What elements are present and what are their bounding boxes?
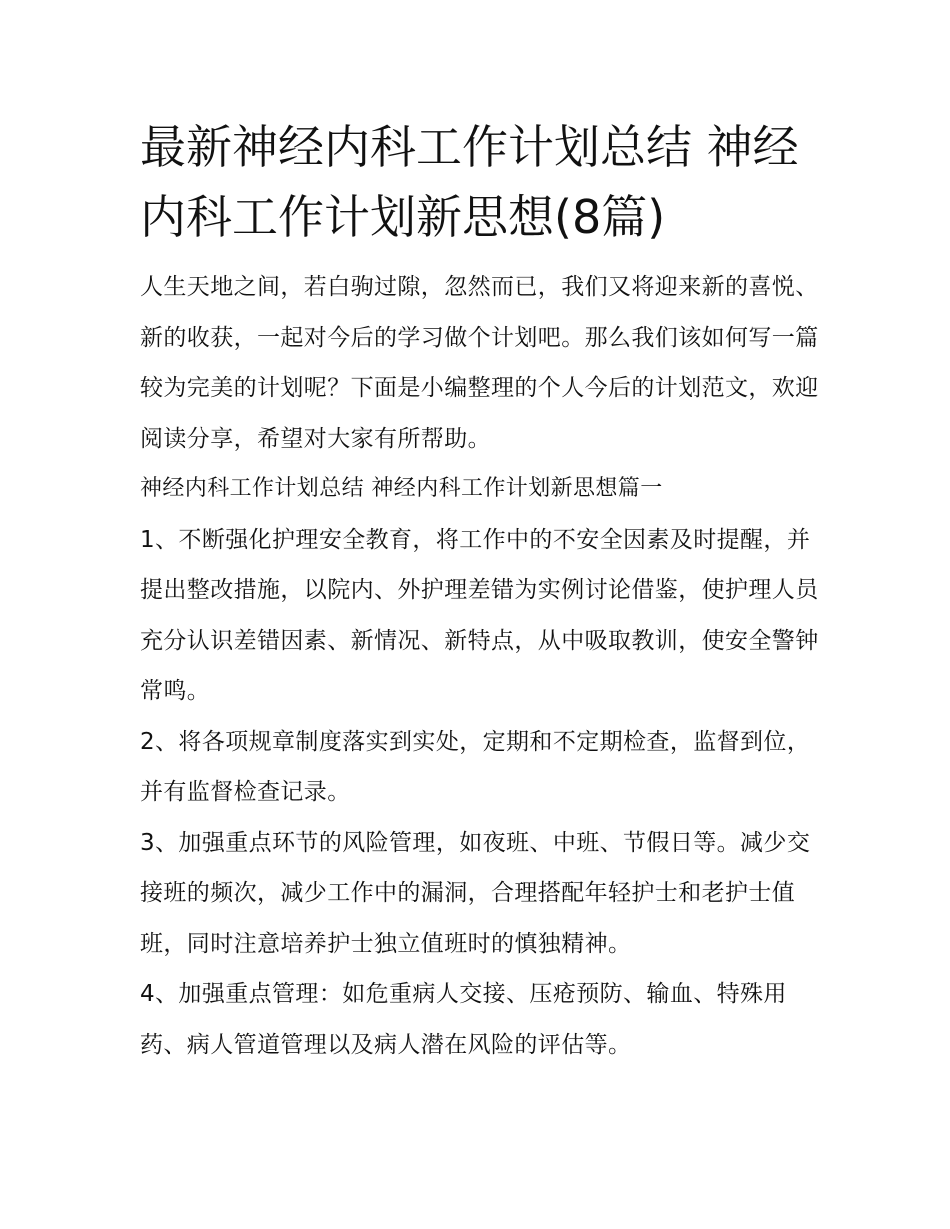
list-item-1: 1、不断强化护理安全教育，将工作中的不安全因素及时提醒，并提出整改措施，以院内、外护理差错为实例讨论借鉴，使护理人员充分认识差错因素、新情况、新特点，从中吸取教训，使安全警钟常鸣。 (140, 526, 819, 704)
document-title: 最新神经内科工作计划总结 神经内科工作计划新思想(8篇) (140, 120, 799, 244)
list-item-4: 4、加强重点管理：如危重病人交接、压疮预防、输血、特殊用药、病人管道管理以及病人潜在风险的评估等。 (140, 981, 787, 1058)
section-heading: 神经内科工作计划总结 神经内科工作计划新思想篇一 (140, 476, 663, 501)
list-item-2: 2、将各项规章制度落实到实处，定期和不定期检查，监督到位，并有监督检查记录。 (140, 728, 811, 805)
intro-paragraph: 人生天地之间，若白驹过隙，忽然而已，我们又将迎来新的喜悦、新的收获，一起对今后的学习做个计划吧。那么我们该如何写一篇较为完美的计划呢？下面是小编整理的个人今后的计划范文，欢迎阅读分享，希望对大家有所帮助。 (140, 274, 819, 452)
list-item-3: 3、加强重点环节的风险管理，如夜班、中班、节假日等。减少交接班的频次，减少工作中的漏洞，合理搭配年轻护士和老护士值班，同时注意培养护士独立值班时的慎独精神。 (140, 829, 811, 957)
document-body (140, 112, 820, 1070)
